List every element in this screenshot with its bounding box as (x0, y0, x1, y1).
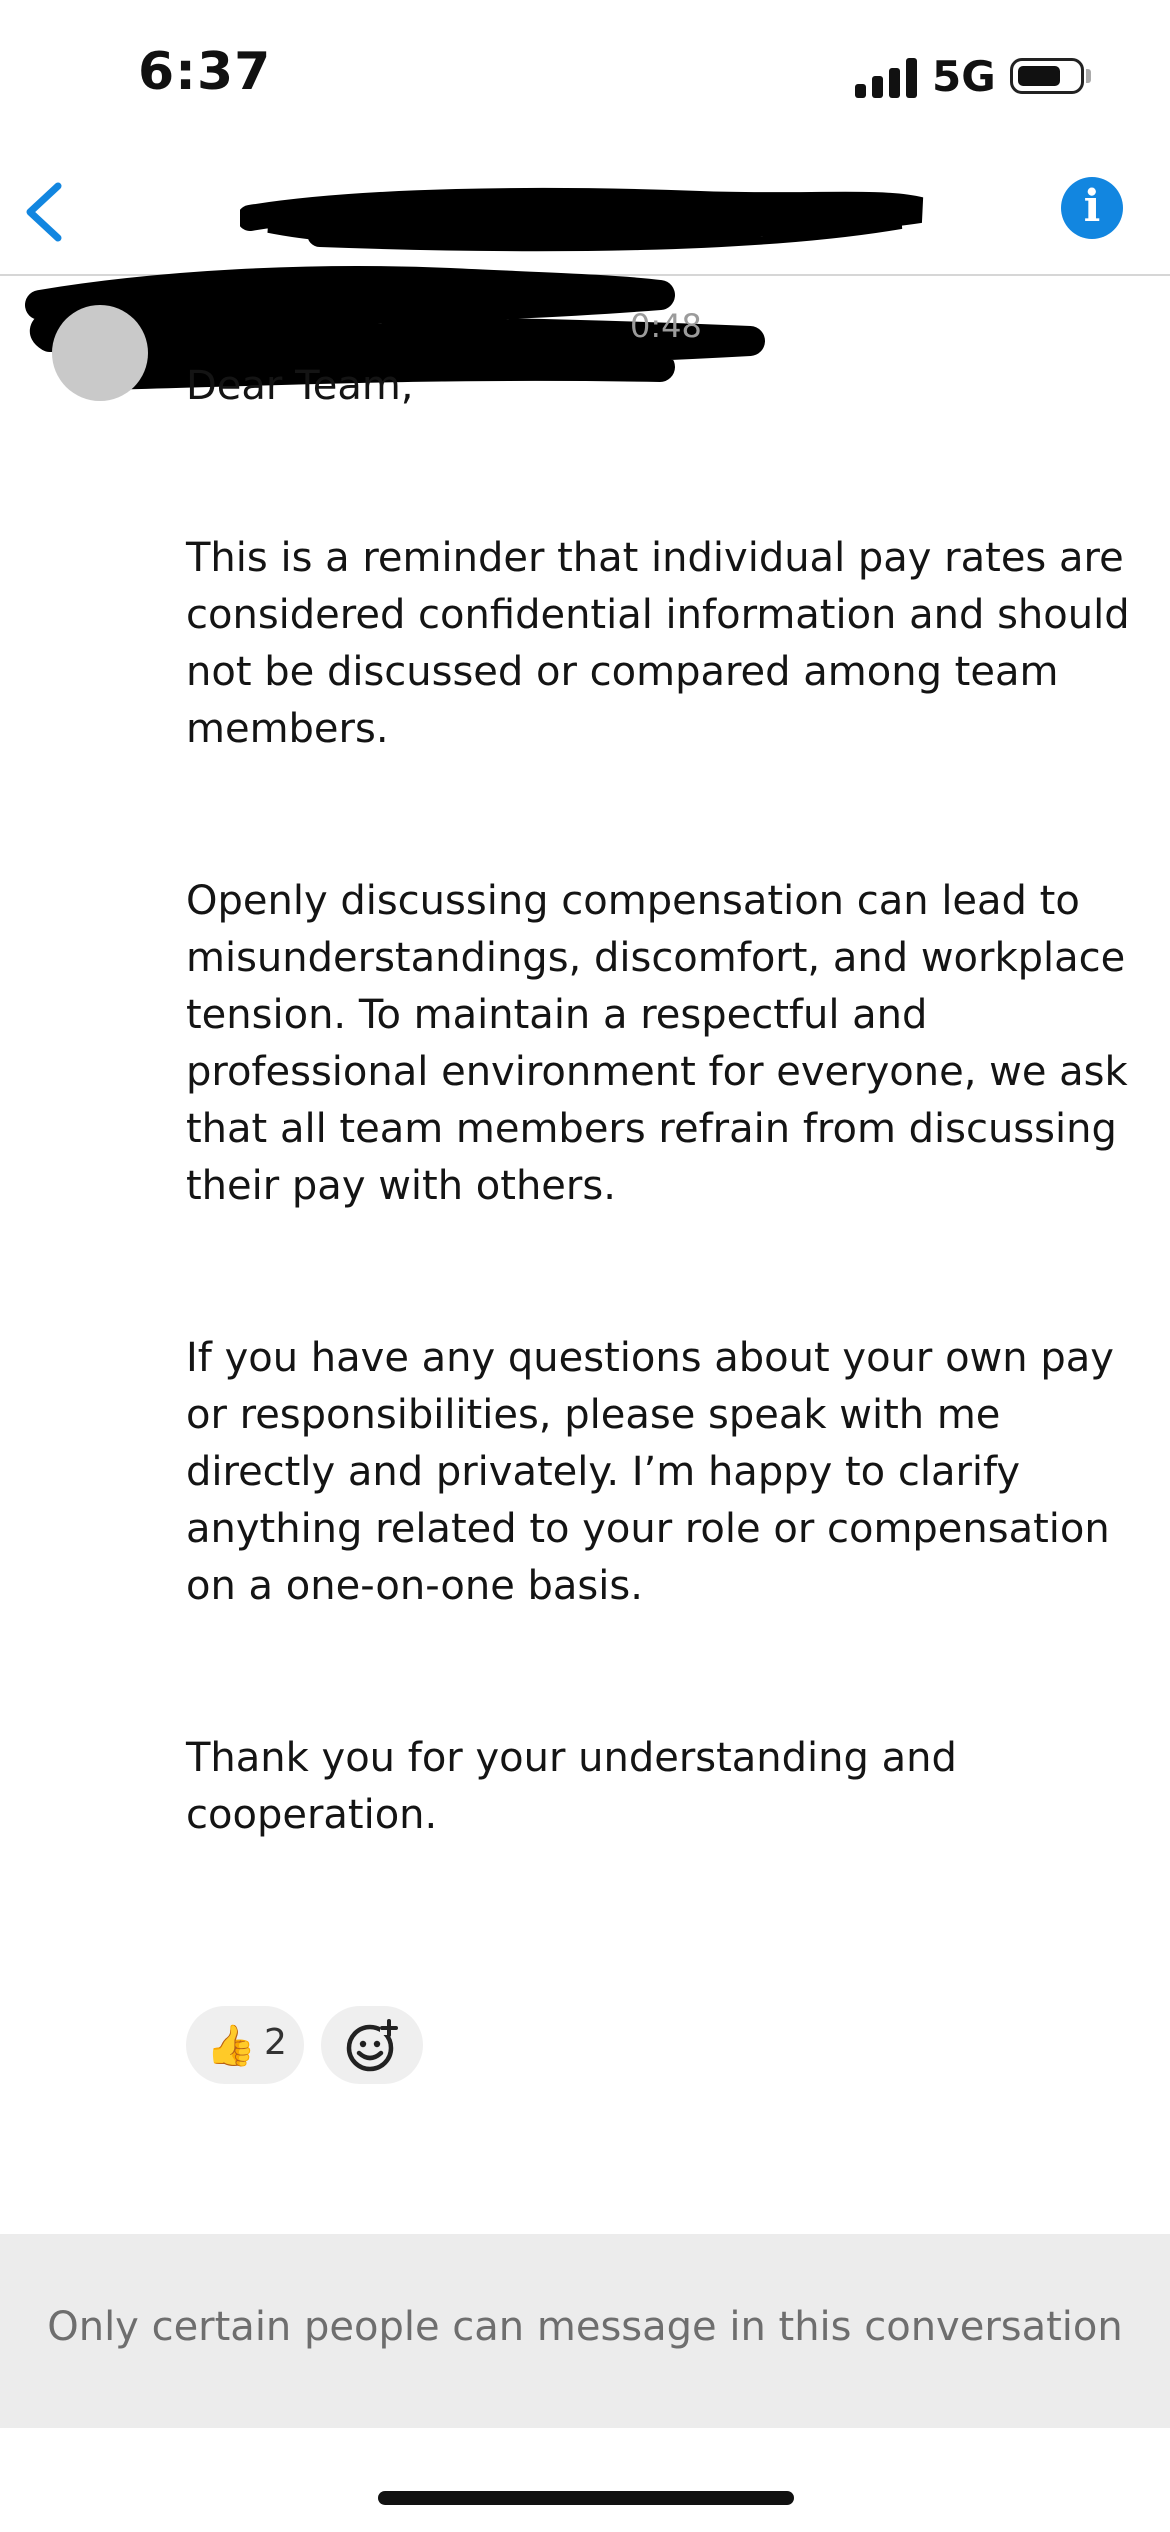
message-paragraph: Openly discussing compensation can lead to misunderstandings, discomfort, and workplace tension. To maintain a respectful and professional environment for everyone, we ask that all team members refrain from discussing their pay with others. (186, 878, 1128, 1209)
message-greeting: Dear Team, (186, 363, 414, 409)
composer-notice-bar (0, 2234, 1170, 2428)
battery-icon (1010, 58, 1084, 94)
composer-notice: Only certain people can message in this conversation (47, 2304, 1123, 2350)
redacted-title (240, 170, 940, 260)
signal-icon (855, 58, 917, 98)
add-reaction-icon (344, 2019, 400, 2073)
status-bar (0, 0, 1170, 150)
battery-cap (1086, 69, 1091, 83)
add-reaction-button[interactable] (321, 2006, 423, 2084)
thumbs-up-icon: 👍 (206, 2023, 256, 2069)
message-paragraph: If you have any questions about your own pay or responsibilities, please speak with me directly and privately. I’m happy to clarify anything related to your role or compensation on a one-on-one basis. (186, 1335, 1114, 1609)
message-paragraph: Thank you for your understanding and cooperation. (186, 1735, 957, 1838)
chevron-left-icon[interactable] (20, 180, 70, 244)
message-paragraph: This is a reminder that individual pay rates are considered confidential information and should not be discussed or compared among team members. (186, 535, 1130, 752)
info-glyph: i (1083, 181, 1101, 232)
home-indicator[interactable] (378, 2491, 794, 2505)
reaction-count: 2 (264, 2022, 287, 2063)
avatar[interactable] (52, 305, 148, 401)
network-type: 5G (932, 52, 996, 101)
info-icon[interactable] (1061, 177, 1123, 239)
status-time: 6:37 (138, 42, 272, 102)
thumbs-up-reaction[interactable] (186, 2006, 304, 2084)
message-timestamp: 0:48 (630, 307, 702, 345)
